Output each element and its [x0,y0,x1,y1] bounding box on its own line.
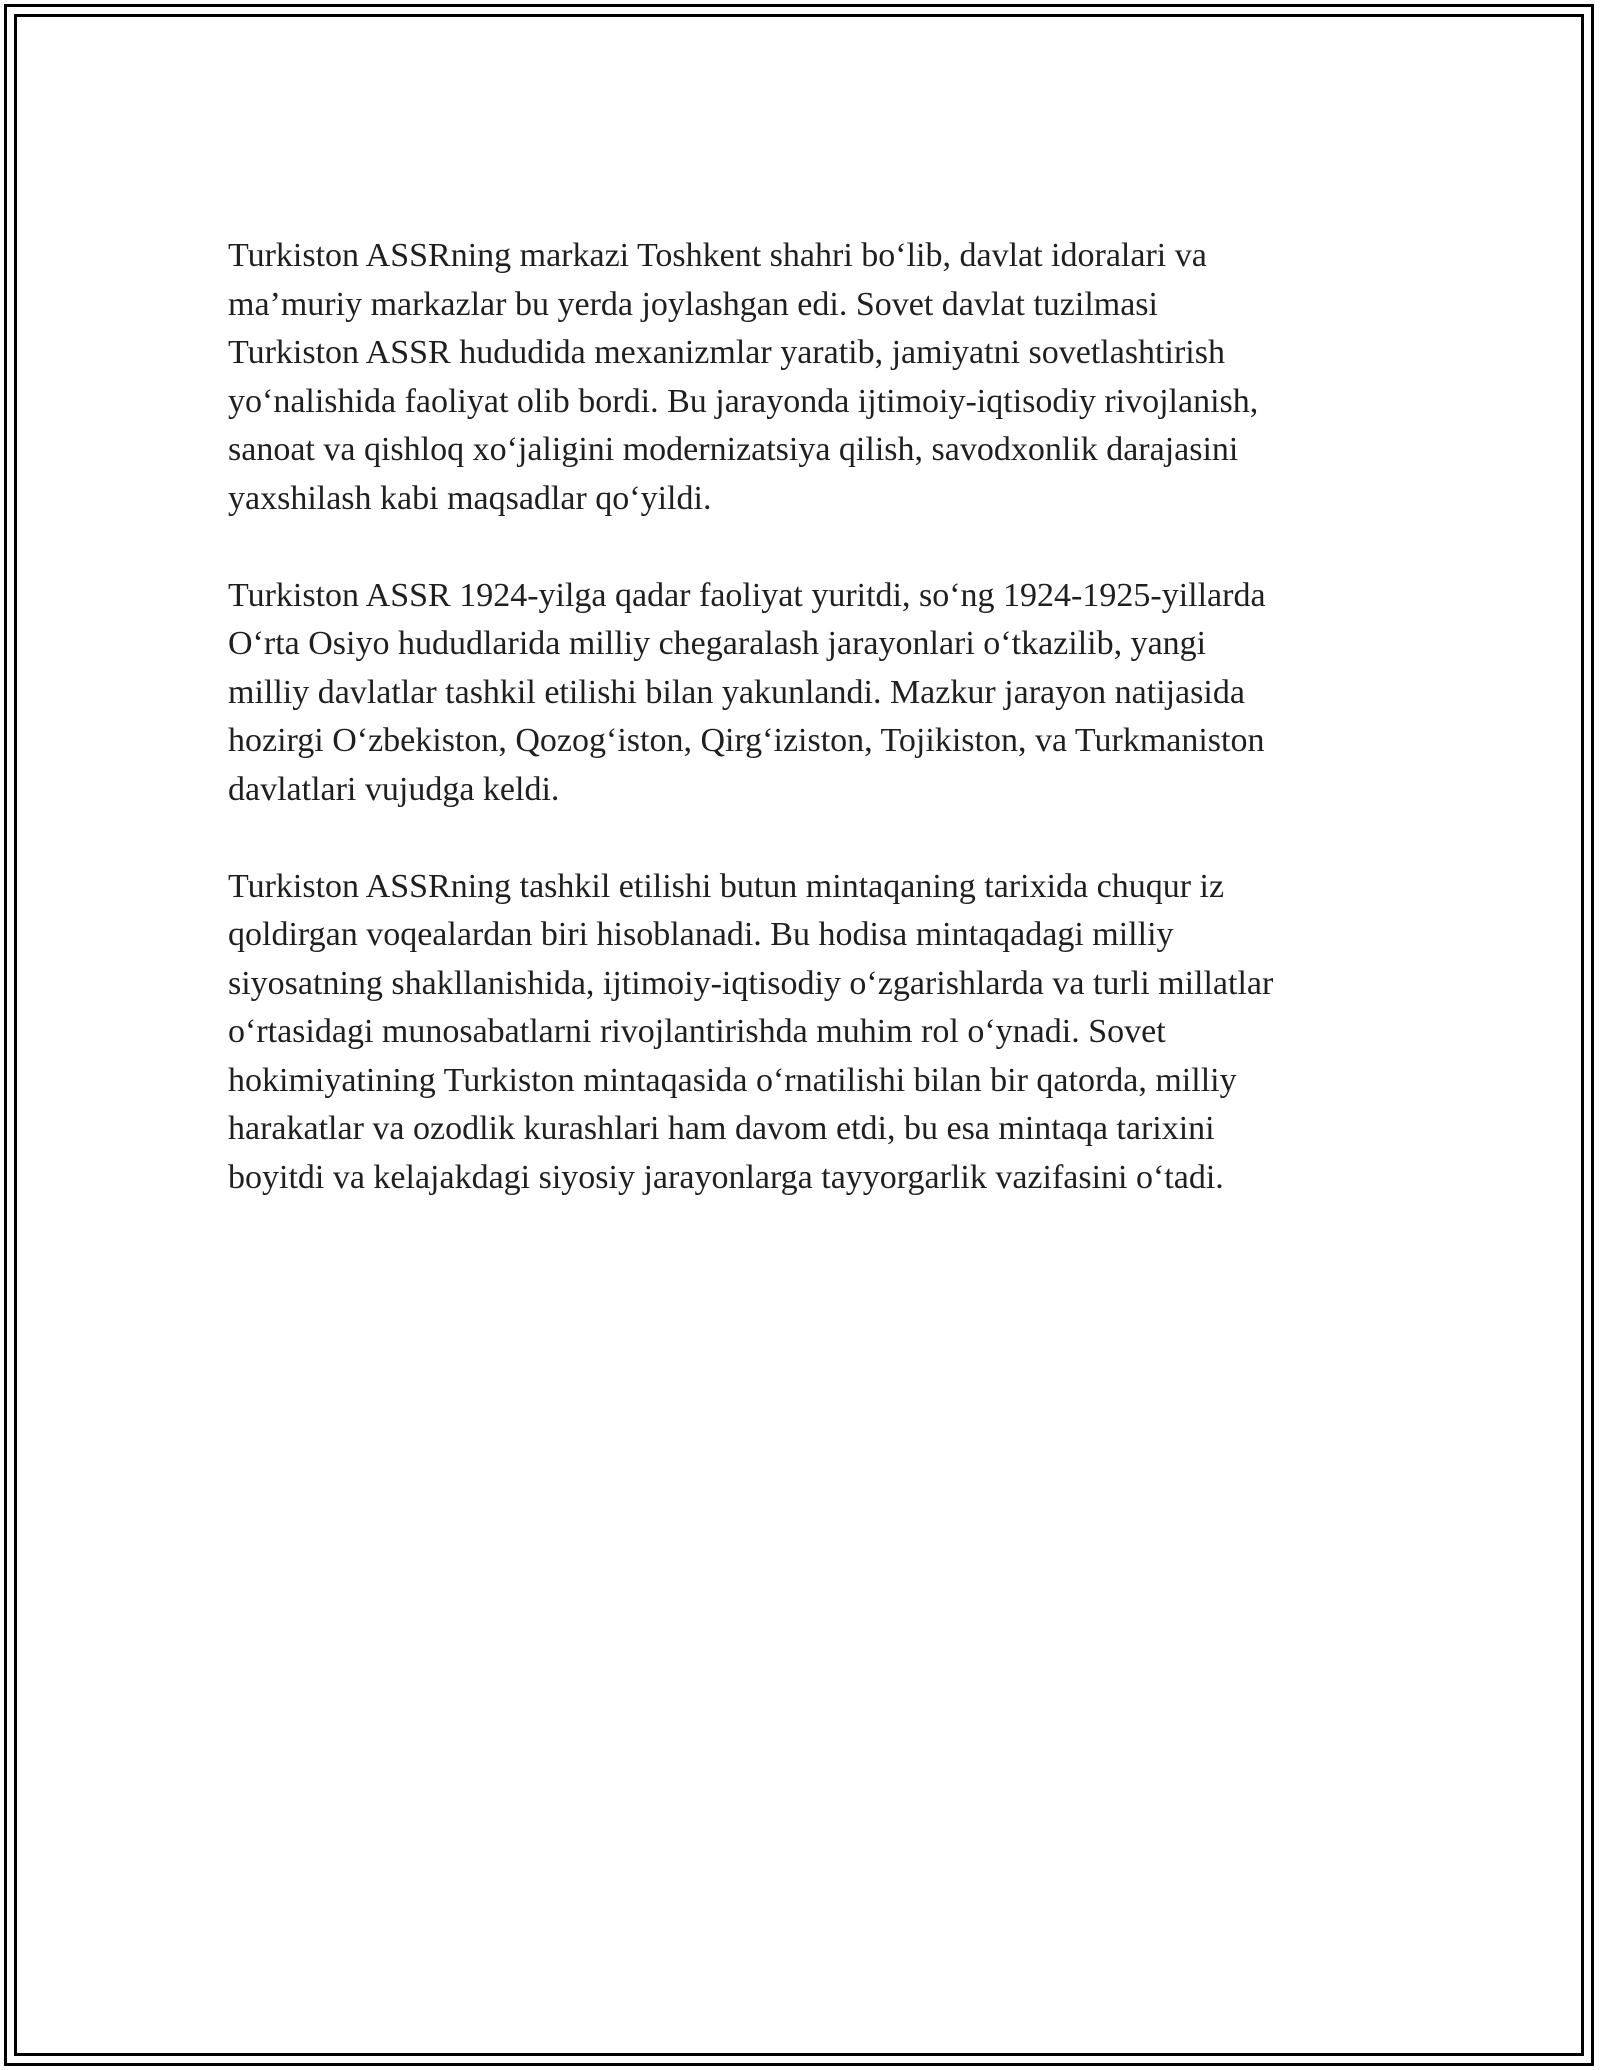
paragraph-1: Turkiston ASSRning markazi Toshkent shahri bo‘lib, davlat idoralari va ma’muriy markazlar bu yerda joylashgan edi. Sovet davlat tuzilmasi Turkiston ASSR hududida mexanizmlar yaratib, jamiyatni sovetlashtirish yo‘nalishida faoliyat olib bordi. Bu jarayonda ijtimoiy-iqtisodiy rivojlanish, sanoat va qishloq xo‘jaligini modernizatsiya qilish, savodxonlik darajasini yaxshilash kabi maqsadlar qo‘yildi. [228,237,1259,517]
document-body [228,232,1378,1251]
paragraph-2: Turkiston ASSR 1924-yilga qadar faoliyat yuritdi, so‘ng 1924-1925-yillarda O‘rta Osiyo hududlarida milliy chegaralash jarayonlari o‘tkazilib, yangi milliy davlatlar tashkil etilishi bilan yakunlandi. Mazkur jarayon natijasida hozirgi O‘zbekiston, Qozog‘iston, Qirg‘iziston, Tojikiston, va Turkmaniston davlatlari vujudga keldi. [228,576,1266,808]
paragraph-3: Turkiston ASSRning tashkil etilishi butun mintaqaning tarixida chuqur iz qoldirgan voqealardan biri hisoblanadi. Bu hodisa mintaqadagi milliy siyosatning shakllanishida, ijtimoiy-iqtisodiy o‘zgarishlarda va turli millatlar o‘rtasidagi munosabatlarni rivojlantirishda muhim rol o‘ynadi. Sovet hokimiyatining Turkiston mintaqasida o‘rnatilishi bilan bir qatorda, milliy harakatlar va ozodlik kurashlari ham davom etdi, bu esa mintaqa tarixini boyitdi va kelajakdagi siyosiy jarayonlarga tayyorgarlik vazifasini o‘tadi. [228,867,1274,1196]
